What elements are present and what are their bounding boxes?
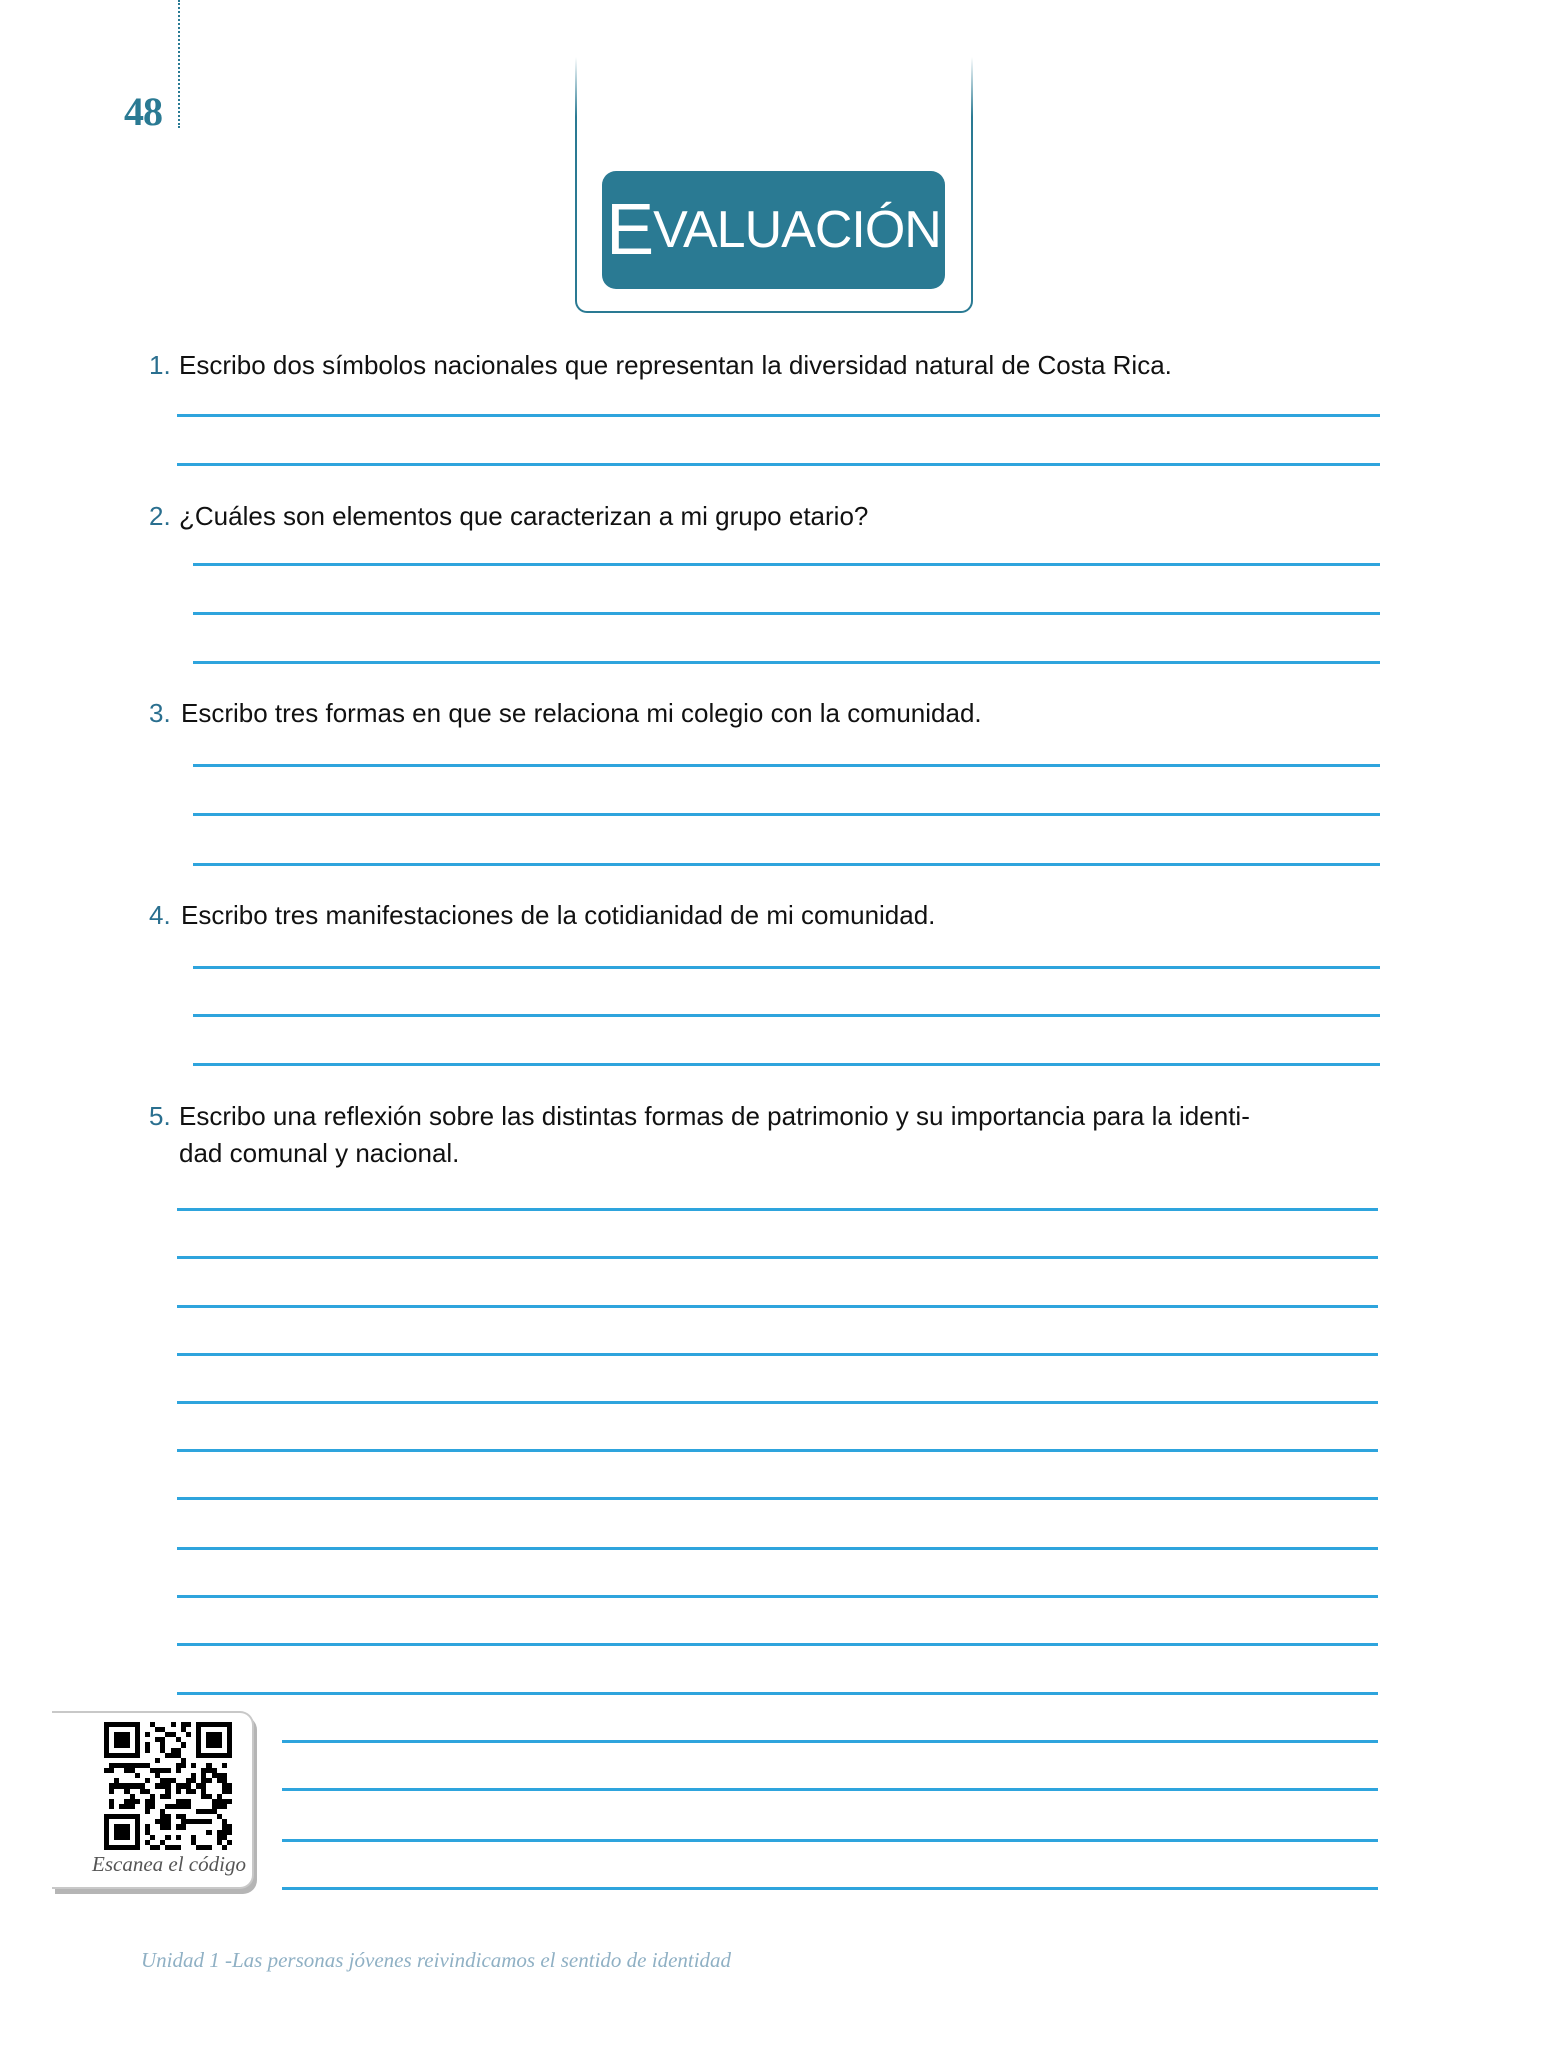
question-text: Escribo tres formas en que se relaciona mi colegio con la comunidad. [181,698,982,728]
answer-line[interactable] [282,1887,1378,1890]
question-text-line: Escribo una reflexión sobre las distintas formas de patrimonio y su importancia para la identi- [179,1101,1250,1131]
question-text: Escribo dos símbolos nacionales que representan la diversidad natural de Costa Rica. [179,350,1172,380]
answer-line[interactable] [177,414,1380,417]
question-number: 1. [149,350,171,380]
answer-line[interactable] [177,1595,1378,1598]
qr-caption: Escanea el código [92,1852,246,1876]
answer-line[interactable] [177,1256,1378,1259]
page-number: 48 [124,89,162,134]
question-number: 5. [149,1101,171,1131]
answer-line[interactable] [193,863,1380,866]
title-initial: E [606,190,654,270]
answer-line[interactable] [177,1547,1378,1550]
question-text: ¿Cuáles son elementos que caracterizan a mi grupo etario? [179,501,869,531]
answer-line[interactable] [193,966,1380,969]
page-title [602,171,945,289]
answer-line[interactable] [177,1305,1378,1308]
answer-line[interactable] [177,1643,1378,1646]
margin-dotted-line [178,0,180,128]
question-1 [149,347,1172,384]
answer-line[interactable] [177,1208,1378,1211]
question-2 [149,498,869,535]
answer-line[interactable] [193,612,1380,615]
question-text [179,1098,1414,1172]
question-number: 4. [149,900,171,930]
answer-line[interactable] [193,1014,1380,1017]
answer-line[interactable] [177,1449,1378,1452]
title-rest: VALUACIÓN [653,201,941,259]
answer-line[interactable] [282,1788,1378,1791]
question-3 [149,695,982,732]
qr-code-icon[interactable] [104,1722,232,1850]
answer-line[interactable] [177,1497,1378,1500]
question-5 [149,1098,1250,1168]
question-text: Escribo tres manifestaciones de la cotidianidad de mi comunidad. [181,900,936,930]
question-text-line: dad comunal y nacional. [179,1138,460,1168]
answer-line[interactable] [193,661,1380,664]
question-4 [149,897,936,934]
answer-line[interactable] [193,813,1380,816]
answer-line[interactable] [193,764,1380,767]
answer-line[interactable] [193,563,1380,566]
answer-line[interactable] [282,1740,1378,1743]
answer-line[interactable] [193,1063,1380,1066]
question-number: 2. [149,501,171,531]
footer-unit-title: Unidad 1 -Las personas jóvenes reivindicamos el sentido de identidad [141,1948,732,1972]
answer-line[interactable] [177,1353,1378,1356]
answer-line[interactable] [177,463,1380,466]
answer-line[interactable] [282,1839,1378,1842]
answer-line[interactable] [177,1692,1378,1695]
answer-line[interactable] [177,1401,1378,1404]
question-number: 3. [149,698,171,728]
